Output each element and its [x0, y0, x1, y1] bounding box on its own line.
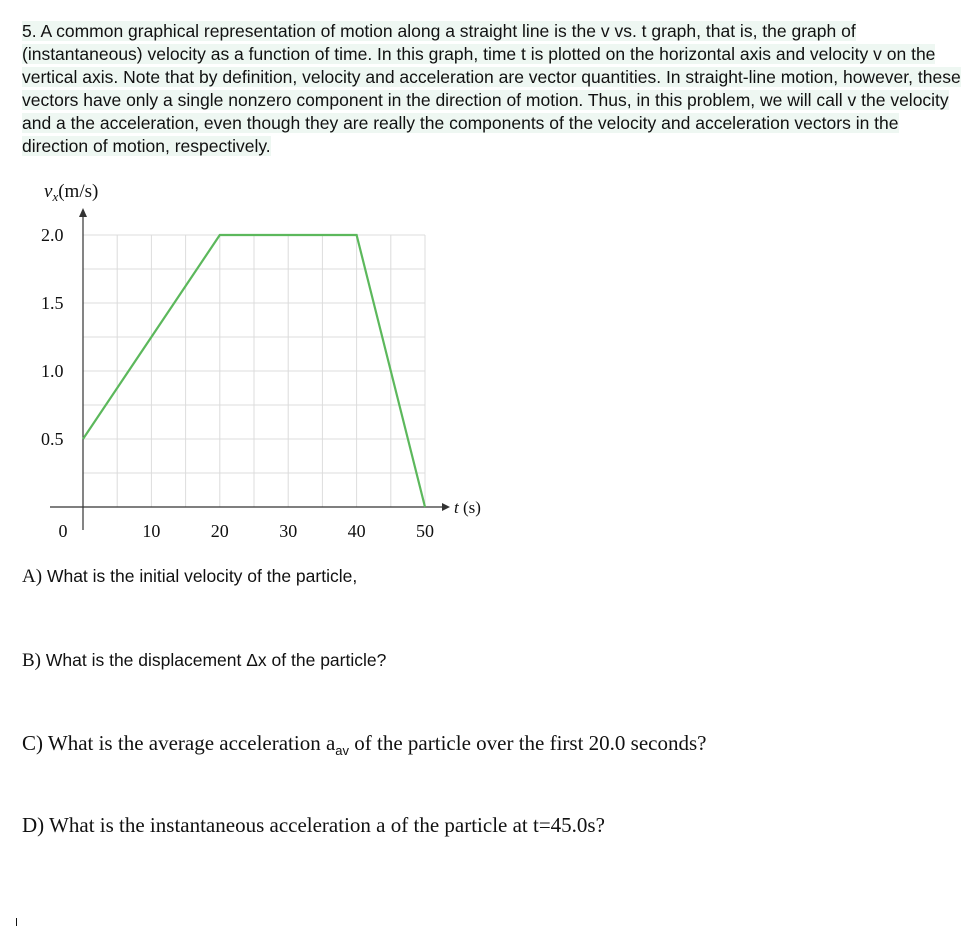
x-tick-label: 0 — [58, 521, 68, 541]
y-tick-label: 2.0 — [41, 225, 64, 245]
velocity-time-chart — [30, 175, 510, 555]
y-axis-label: $v_x(m/s)$ — [44, 181, 99, 204]
x-tick-label: 40 — [347, 521, 366, 541]
y-tick-label: 1.5 — [41, 293, 64, 313]
y-axis-arrow — [79, 208, 87, 217]
problem-text: A common graphical representation of motion along a straight line is the v vs. t graph, that is, the graph of (instantaneous) velocity as a function of time. In this graph, time t is plotted on the horizontal axis and velocity v on the vertical axis. Note that by definition, velocity and acceleration are vector quantities. In straight-line motion, however, these vectors have only a single nonzero component in the direction of motion. Thus, in this problem, we will call v the velocity and a the acceleration, even though they are really the components of the velocity and acceleration vectors in the direction of motion, respectively. — [22, 21, 961, 156]
question-b: B) What is the displacement Δx of the particle? — [22, 650, 387, 671]
x-tick-label: 10 — [142, 521, 161, 541]
text-cursor — [16, 918, 17, 926]
x-tick-label: 50 — [416, 521, 434, 541]
problem-statement — [22, 20, 962, 158]
chart-tick-labels — [41, 225, 434, 541]
problem-number: 5. — [22, 21, 37, 41]
question-a: A) What is the initial velocity of the particle, — [22, 566, 358, 587]
chart-grid — [83, 235, 425, 507]
question-c: C) What is the average acceleration $a_{av}$ of the particle over the first 20.0 seconds? — [22, 731, 707, 759]
y-tick-label: 0.5 — [41, 429, 64, 449]
y-tick-label: 1.0 — [41, 361, 64, 381]
x-tick-label: 20 — [210, 521, 229, 541]
x-tick-label: 30 — [279, 521, 298, 541]
question-d: D) What is the instantaneous acceleration a of the particle at t=45.0s? — [22, 813, 605, 837]
x-axis-arrow — [442, 503, 450, 511]
x-axis-label: t (s) — [454, 498, 481, 517]
